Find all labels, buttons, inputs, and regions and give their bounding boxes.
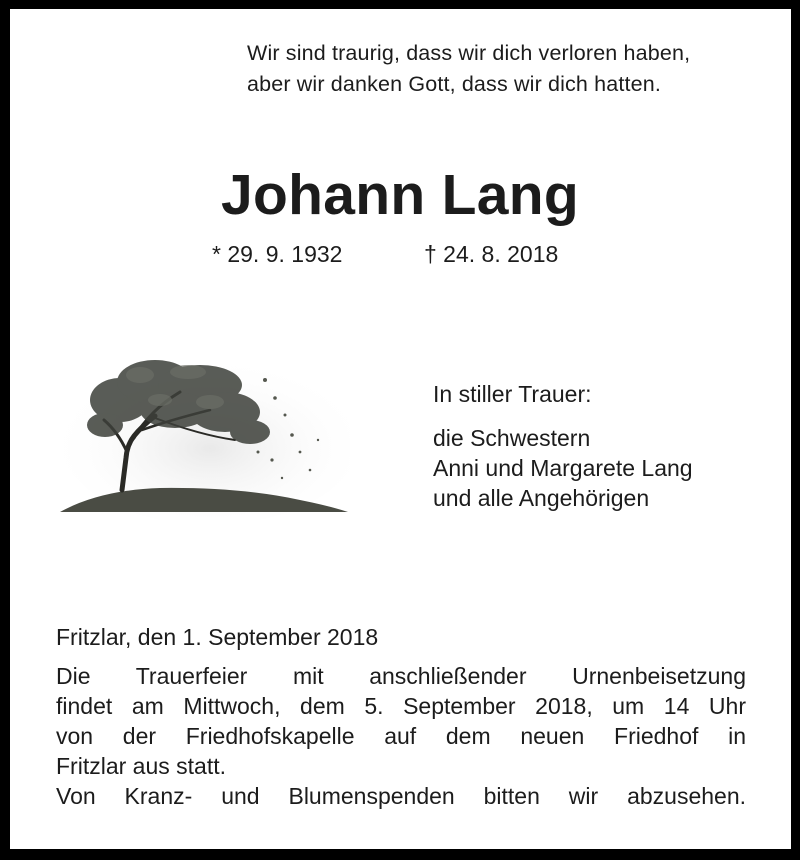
- notice-line: Von Kranz- und Blumenspenden bitten wir abzusehen.: [56, 783, 746, 809]
- service-notice: [56, 661, 746, 811]
- birth-date: * 29. 9. 1932: [212, 241, 343, 267]
- mourning-heading: In stiller Trauer:: [433, 381, 592, 407]
- notice-line: findet am Mittwoch, dem 5. September 2018, um 14 Uhr: [56, 693, 746, 719]
- mourners-list: [433, 423, 693, 513]
- mourner-line: die Schwestern: [433, 425, 591, 451]
- notice-line: Die Trauerfeier mit anschließender Urnenbeisetzung: [56, 663, 746, 689]
- notice-line: Fritzlar aus statt.: [56, 753, 226, 779]
- motto-line-1: Wir sind traurig, dass wir dich verloren haben,: [247, 41, 691, 65]
- mourner-line: und alle Angehörigen: [433, 485, 650, 511]
- motto-line-2: aber wir danken Gott, dass wir dich hatten.: [247, 72, 661, 96]
- place-date: Fritzlar, den 1. September 2018: [56, 624, 379, 650]
- death-date: † 24. 8. 2018: [424, 241, 559, 267]
- notice-line: von der Friedhofskapelle auf dem neuen Friedhof in: [56, 723, 746, 749]
- motto-text: [247, 38, 690, 100]
- tree-illustration: [60, 340, 350, 520]
- deceased-name: Johann Lang: [221, 163, 579, 227]
- mourner-line: Anni und Margarete Lang: [433, 455, 693, 481]
